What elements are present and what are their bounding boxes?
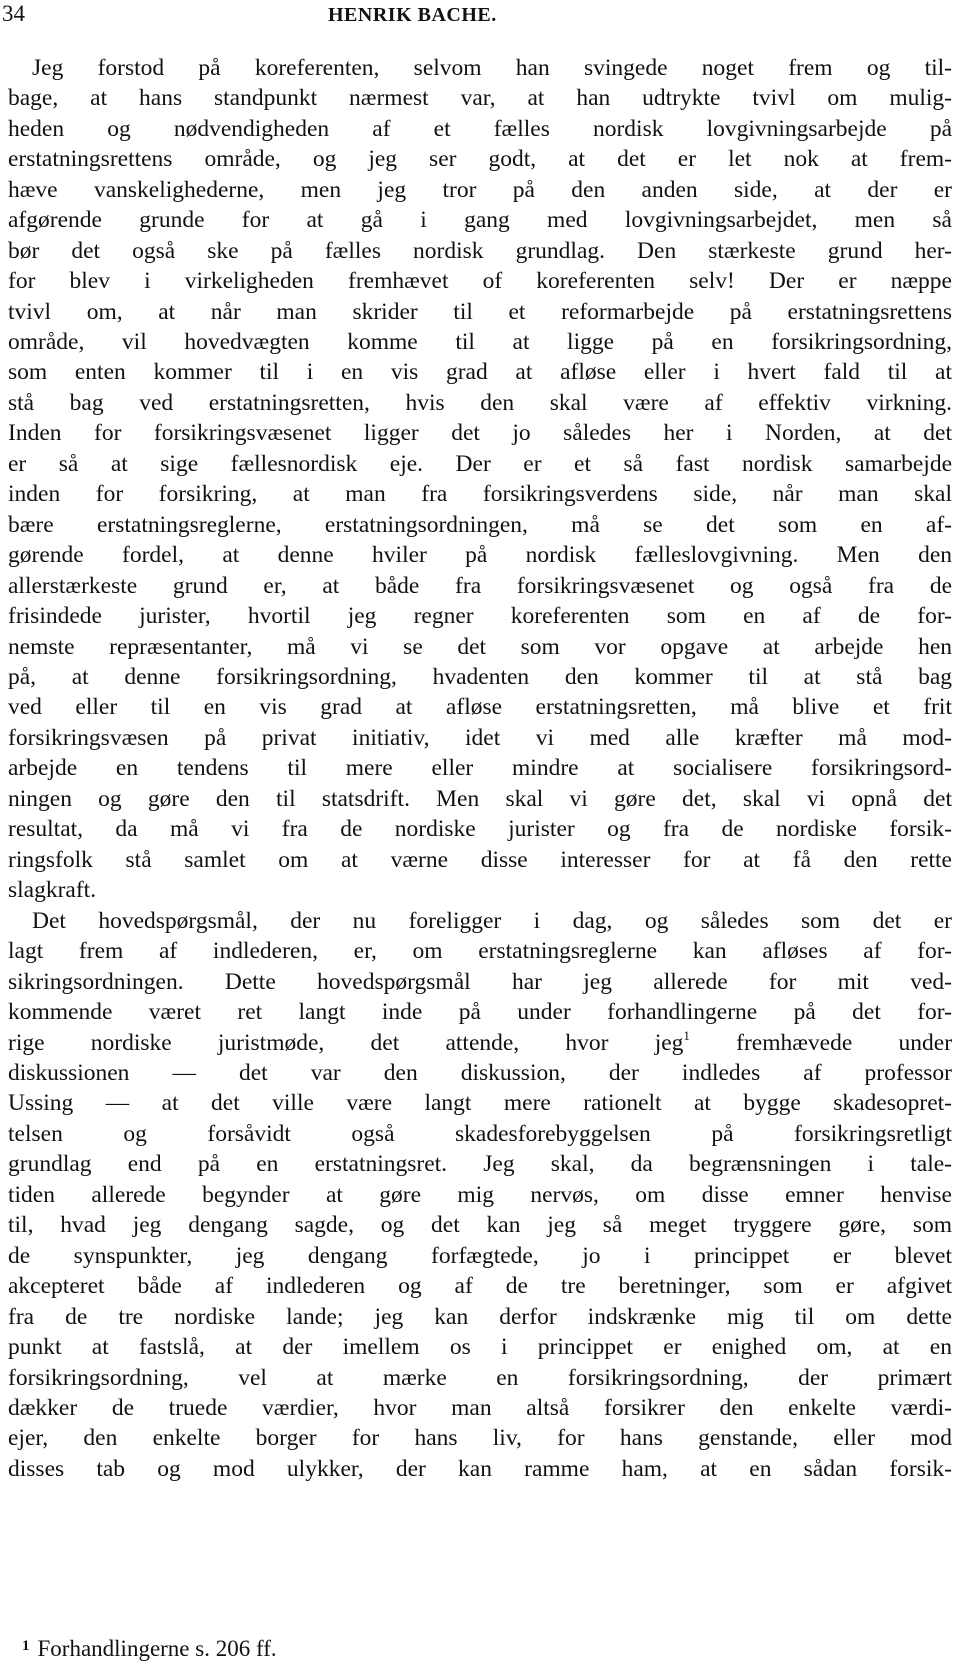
text-line-with-footnote-ref [8,1027,952,1059]
footnote-mark: 1 [22,1638,30,1654]
text-line: disses tab og mod ulykker, der kan ramme ham, at en sådan forsik- [8,1456,952,1482]
text-line: resultat, da må vi fra de nordiske jurister og fra de nordiske forsik- [8,816,952,842]
text-line: som enten kommer til i en vis grad at afløse eller i hvert fald til at [8,359,952,385]
text-line: ningen og gøre den til statsdrift. Men skal vi gøre det, skal vi opnå det [8,786,952,812]
text-line: område, vil hovedvægten komme til at ligge på en forsikringsordning, [8,329,952,355]
text-line: arbejde en tendens til mere eller mindre at socialisere forsikringsord- [8,755,952,781]
text-line: punkt at fastslå, at der imellem os i princippet er enighed om, at en [8,1334,952,1360]
text-line: erstatningsrettens område, og jeg ser godt, at det er let nok at frem- [8,146,952,172]
footnote [22,1630,277,1665]
text-line: stå bag ved erstatningsretten, hvis den skal være af effektiv virkning. [8,390,952,416]
text-line: ved eller til en vis grad at afløse erstatningsretten, må blive et frit [8,694,952,720]
text-line: fra de tre nordiske lande; jeg kan derfor indskrænke mig til om dette [8,1304,952,1330]
text-line: på, at denne forsikringsordning, hvadenten den kommer til at stå bag [8,664,952,690]
text-line: Inden for forsikringsvæsenet ligger det jo således her i Norden, at det [8,420,952,446]
page-number: 34 [2,1,25,26]
text-line: frisindede jurister, hvortil jeg regner koreferenten som en af de for- [8,603,952,629]
text-line: Ussing — at det ville være langt mere rationelt at bygge skadesopret- [8,1090,952,1116]
text-segment: fremhævede under [736,1030,953,1056]
text-line: telsen og forsåvidt også skadesforebyggelsen på forsikringsretligt [8,1121,952,1147]
text-line: kommende været ret langt inde på under forhandlingerne på det for- [8,999,952,1025]
text-line: de synspunkter, jeg dengang forfægtede, jo i princippet er blevet [8,1243,952,1269]
text-line: diskussionen — det var den diskussion, der indledes af professor [8,1060,952,1086]
text-line: gørende fordel, at denne hviler på nordisk fælleslovgivning. Men den [8,542,952,568]
text-line: bage, at hans standpunkt nærmest var, at han udtrykte tvivl om mulig- [8,85,952,111]
text-line: forsikringsordning, vel at mærke en forsikringsordning, der primært [8,1365,952,1391]
text-line: er så at sige fællesnordisk eje. Der er et så fast nordisk samarbejde [8,451,952,477]
text-line: dækker de truede værdier, hvor man altså forsikrer den enkelte værdi- [8,1395,952,1421]
text-line: til, hvad jeg dengang sagde, og det kan jeg så meget tryggere gøre, som [8,1212,952,1238]
text-line: sikringsordningen. Dette hovedspørgsmål har jeg allerede for mit ved- [8,969,952,995]
text-line: hæve vanskelighederne, men jeg tror på den anden side, at der er [8,177,952,203]
text-line: tiden allerede begynder at gøre mig nervøs, om disse emner henvise [8,1182,952,1208]
running-head: HENRIK BACHE. [328,4,497,26]
text-line: slagkraft. [8,877,97,903]
text-line: Jeg forstod på koreferenten, selvom han svingede noget frem og til- [32,55,952,81]
text-line: nemste repræsentanter, må vi se det som vor opgave at arbejde hen [8,634,952,660]
text-line: heden og nødvendigheden af et fælles nordisk lovgivningsarbejde på [8,116,952,142]
text-line: forsikringsvæsen på privat initiativ, idet vi med alle kræfter må mod- [8,725,952,751]
text-segment: rige nordiske juristmøde, det attende, hvor jeg [8,1030,684,1056]
text-line: Det hovedspørgsmål, der nu foreligger i dag, og således som det er [32,908,952,934]
footnote-reference: 1 [683,1028,690,1043]
footnote-text: Forhandlingerne s. 206 ff. [37,1636,277,1661]
text-line: grundlag end på en erstatningsret. Jeg skal, da begrænsningen i tale- [8,1151,952,1177]
text-line: for blev i virkeligheden fremhævet of koreferenten selv! Der er næppe [8,268,952,294]
text-line: tvivl om, at når man skrider til et reformarbejde på erstatningsrettens [8,299,952,325]
text-line: lagt frem af indlederen, er, om erstatningsreglerne kan afløses af for- [8,938,952,964]
text-line: afgørende grunde for at gå i gang med lovgivningsarbejdet, men så [8,207,952,233]
text-line: bør det også ske på fælles nordisk grundlag. Den stærkeste grund her- [8,238,952,264]
page-header [0,0,960,34]
text-line: ringsfolk stå samlet om at værne disse interesser for at få den rette [8,847,952,873]
text-line: allerstærkeste grund er, at både fra forsikringsvæsenet og også fra de [8,573,952,599]
text-line: akcepteret både af indlederen og af de tre beretninger, som er afgivet [8,1273,952,1299]
text-line: ejer, den enkelte borger for hans liv, for hans genstande, eller mod [8,1425,952,1451]
text-line: inden for forsikring, at man fra forsikringsverdens side, når man skal [8,481,952,507]
text-line: bære erstatningsreglerne, erstatningsordningen, må se det som en af- [8,512,952,538]
